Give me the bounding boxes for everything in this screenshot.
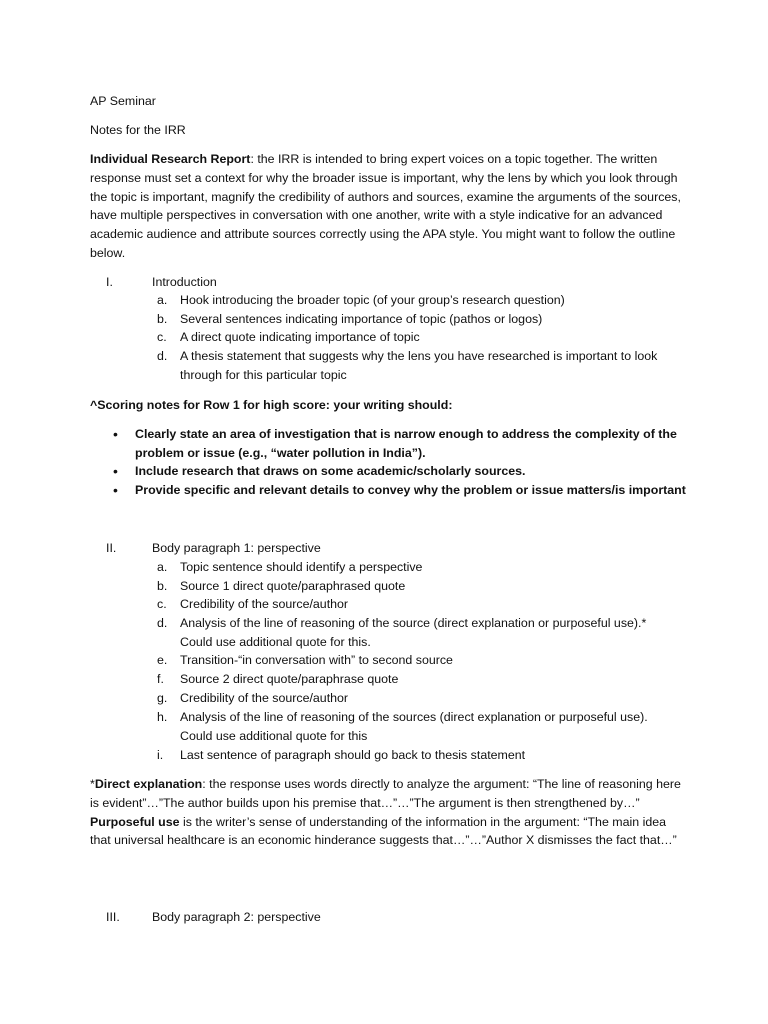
outline-item: Source 1 direct quote/paraphrased quote [180,579,406,593]
outline-marker: c. [157,597,167,611]
section-2-heading: Body paragraph 1: perspective [152,541,321,555]
outline-item: Topic sentence should identify a perspective [180,560,423,574]
outline-marker: e. [157,653,168,667]
outline-item: Source 2 direct quote/paraphrase quote [180,672,399,686]
outline-marker: b. [157,312,168,326]
outline-item: Credibility of the source/author [180,597,349,611]
note-asterisk: * [90,777,95,791]
outline-marker: d. [157,616,168,630]
outline-marker: f. [157,672,164,686]
note-text-purposeful: is the writer’s sense of understanding of the information in the argument: “The main idea that universal healthcare is an economic hinderance suggests that…”…”Author X dismisses the fact that…” [90,814,677,848]
outline-item: Last sentence of paragraph should go back to thesis statement [180,748,526,762]
scoring-bullet: Clearly state an area of investigation that is narrow enough to address the complexity of the problem or issue (e.g., “water pollution in India”). [135,427,677,460]
scoring-bullet: Provide specific and relevant details to convey why the problem or issue matters/is important [135,483,686,497]
outline-marker: c. [157,330,167,344]
document-subtitle: Notes for the IRR [90,123,186,137]
intro-paragraph [90,150,690,263]
bullet-icon: • [113,463,118,479]
scoring-bullet: Include research that draws on some academic/scholarly sources. [135,464,526,478]
intro-text: : the IRR is intended to bring expert voices on a topic together. The written response must set a context for why the broader issue is important, why the lens by which you look through the topic is important, magnify the credibility of authors and sources, examine the arguments of the sources, have multiple perspectives in conversation with one another, write with a style indicative for an advanced academic audience and attribute sources correctly using the APA style. You might want to follow the outline below. [90,152,681,260]
outline-item: A direct quote indicating importance of topic [180,330,420,344]
explanation-note [90,775,690,850]
outline-item: Analysis of the line of reasoning of the source (direct explanation or purposeful use).* Could use additional quote for this. [180,616,647,649]
outline-marker: g. [157,691,168,705]
course-title: AP Seminar [90,94,156,108]
section-1-numeral: I. [106,275,113,289]
intro-term: Individual Research Report [90,152,251,166]
section-3-heading: Body paragraph 2: perspective [152,910,321,924]
note-term-purposeful: Purposeful use [90,814,180,829]
section-1-heading: Introduction [152,275,217,289]
outline-item: Analysis of the line of reasoning of the sources (direct explanation or purposeful use). Could use additional quote for this [180,710,648,743]
outline-item: Several sentences indicating importance of topic (pathos or logos) [180,312,543,326]
bullet-icon: • [113,482,118,498]
section-2-numeral: II. [106,541,117,555]
note-text-direct: : the response uses words directly to analyze the argument: “The line of reasoning here is evident”…”The author builds upon his premise that…”…”The argument is then strengthened by…” [90,777,681,810]
outline-marker: a. [157,560,168,574]
outline-item: Hook introducing the broader topic (of your group’s research question) [180,293,565,307]
outline-marker: a. [157,293,168,307]
bullet-icon: • [113,426,118,442]
scoring-heading: ^Scoring notes for Row 1 for high score: your writing should: [90,398,453,412]
outline-item: A thesis statement that suggests why the lens you have researched is important to look through for this particular topic [180,349,658,382]
outline-marker: h. [157,710,168,724]
outline-item: Credibility of the source/author [180,691,349,705]
outline-marker: b. [157,579,168,593]
section-3-numeral: III. [106,910,120,924]
outline-marker: d. [157,349,168,363]
note-term-direct: Direct explanation [94,777,203,791]
outline-marker: i. [157,748,164,762]
outline-item: Transition-“in conversation with” to second source [180,653,453,667]
